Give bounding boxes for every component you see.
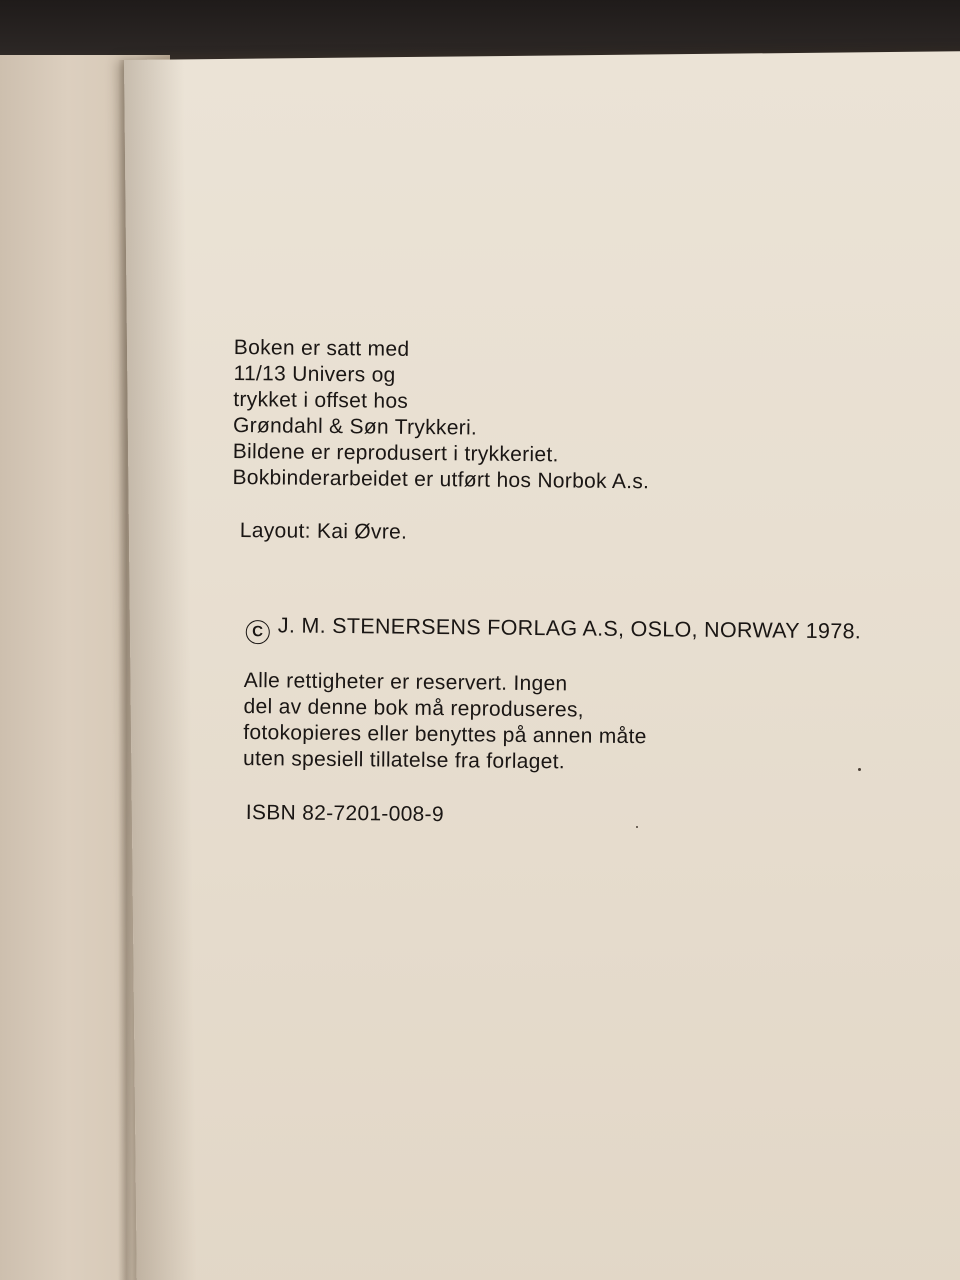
colophon-line: Bildene er reprodusert i trykkeriet. [232,439,559,467]
paper-speck [858,768,861,771]
rights-line: Alle rettigheter er reservert. Ingen [243,668,568,696]
rights-line: del av denne bok må reproduseres, [243,694,584,722]
copyright-icon: C [246,620,270,644]
rights-notice [243,668,647,776]
layout-credit: Layout: Kai Øvre. [239,518,408,544]
colophon-line: Boken er satt med [233,335,410,361]
right-page [124,51,960,1280]
colophon-block [232,335,650,495]
rights-line: fotokopieres eller benyttes på annen måte [243,720,647,749]
paper-speck [636,826,638,828]
copyright-line [246,612,862,650]
colophon-line: Grøndahl & Søn Trykkeri. [232,413,478,440]
isbn-number: ISBN 82-7201-008-9 [245,800,445,827]
colophon-line: 11/13 Univers og [233,361,396,387]
colophon-line: trykket i offset hos [233,387,409,413]
colophon-line: Bokbinderarbeidet er utført hos Norbok A.s. [232,465,650,494]
rights-line: uten spesiell tillatelse fra forlaget. [242,746,566,774]
copyright-text: J. M. STENERSENS FORLAG A.S, OSLO, NORWAY 1978. [277,613,862,644]
